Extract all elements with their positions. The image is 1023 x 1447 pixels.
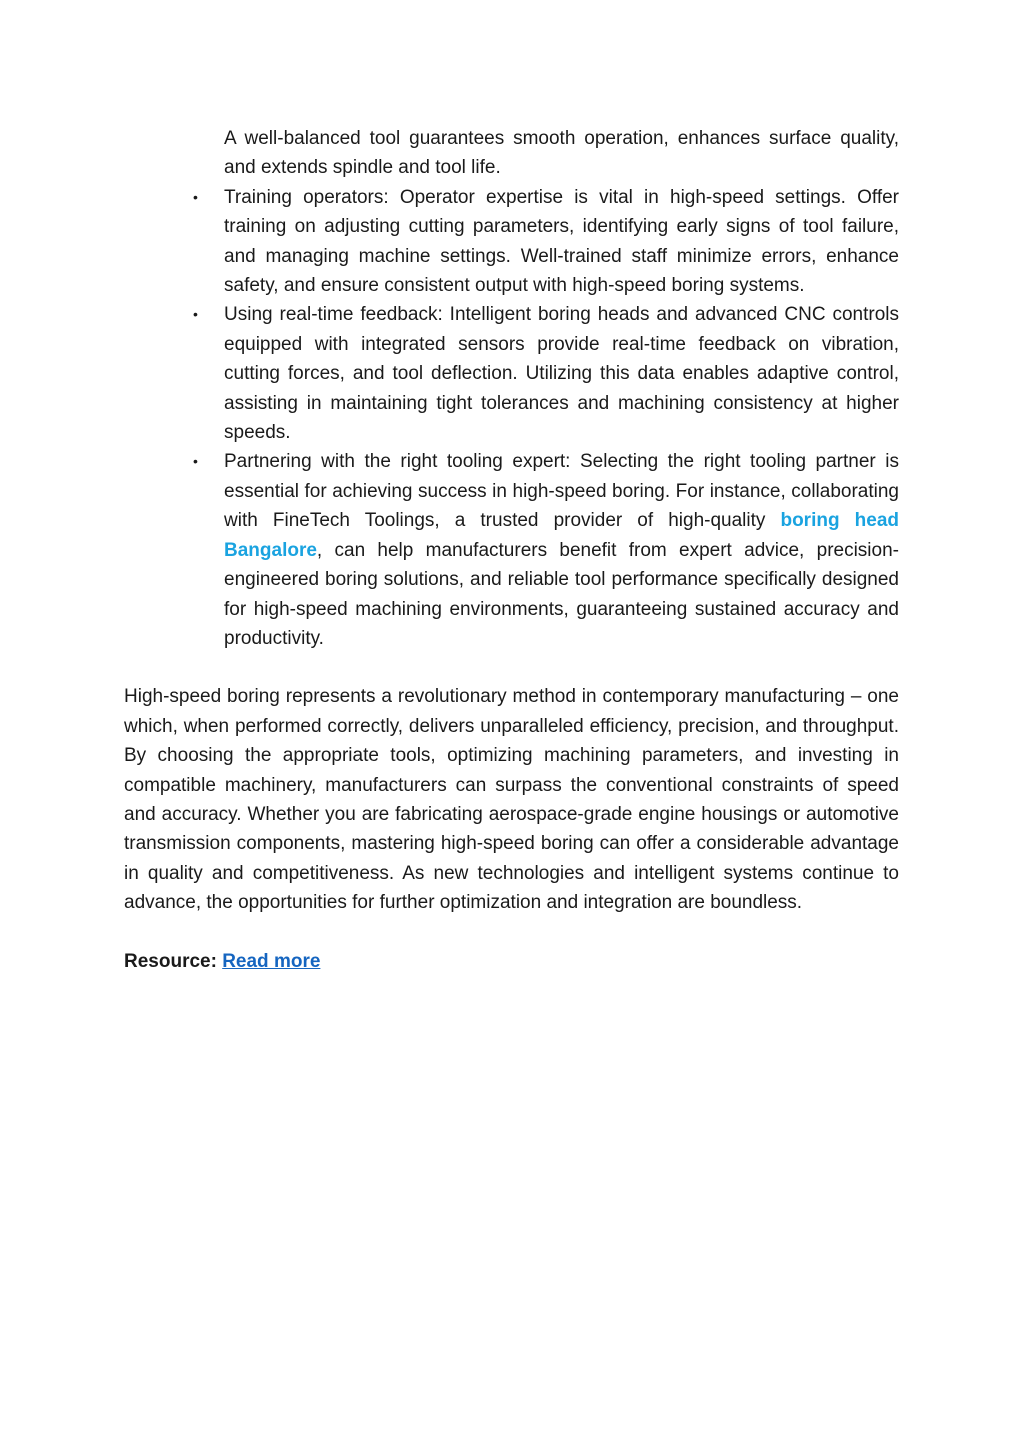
continuation-paragraph: A well-balanced tool guarantees smooth operation, enhances surface quality, and extends spindle and tool life. [224,128,899,179]
bullet-icon: • [193,188,198,205]
document-body [124,124,899,976]
list-item-text-before: Partnering with the right tooling expert: Selecting the right tooling partner is essential for achieving success in high-speed boring. For instance, collaborating with FineTech Toolings, a trusted provider of high-quality [224,451,899,532]
bullet-icon: • [193,453,198,470]
read-more-link[interactable]: Read more [222,950,321,972]
list-item [193,447,899,653]
list-item-text-after: , can help manufacturers benefit from expert advice, precision-engineered boring solutions, and reliable tool performance specifically designed for high-speed machining environments, guaranteeing sustained accuracy and productivity. [224,539,899,649]
bullet-list [124,183,899,654]
resource-line [124,947,899,976]
conclusion-paragraph: High-speed boring represents a revolutionary method in contemporary manufacturing – one which, when performed correctly, delivers unparalleled efficiency, precision, and throughput. By choosing the appropriate tools, optimizing machining parameters, and investing in compatible machinery, manufacturers can surpass the conventional constraints of speed and accuracy. Whether you are fabricating aerospace-grade engine housings or automotive transmission components, mastering high-speed boring can offer a considerable advantage in quality and competitiveness. As new technologies and intelligent systems continue to advance, the opportunities for further optimization and integration are boundless. [124,686,899,914]
boring-head-bangalore-link[interactable]: boring head Bangalore [224,510,899,561]
list-item-text: Training operators: Operator expertise is vital in high-speed settings. Offer training on adjusting cutting parameters, identifying early signs of tool failure, and managing machine settings. Well-trained staff minimize errors, enhance safety, and ensure consistent output with high-speed boring systems. [224,186,899,297]
list-item-text: Using real-time feedback: Intelligent boring heads and advanced CNC controls equipped with integrated sensors provide real-time feedback on vibration, cutting forces, and tool deflection. Utilizing this data enables adaptive control, assisting in maintaining tight tolerances and machining consistency at higher speeds. [224,304,899,444]
list-item [193,183,899,301]
list-item [193,300,899,447]
bullet-icon: • [193,306,198,323]
resource-label: Resource: [124,950,217,972]
